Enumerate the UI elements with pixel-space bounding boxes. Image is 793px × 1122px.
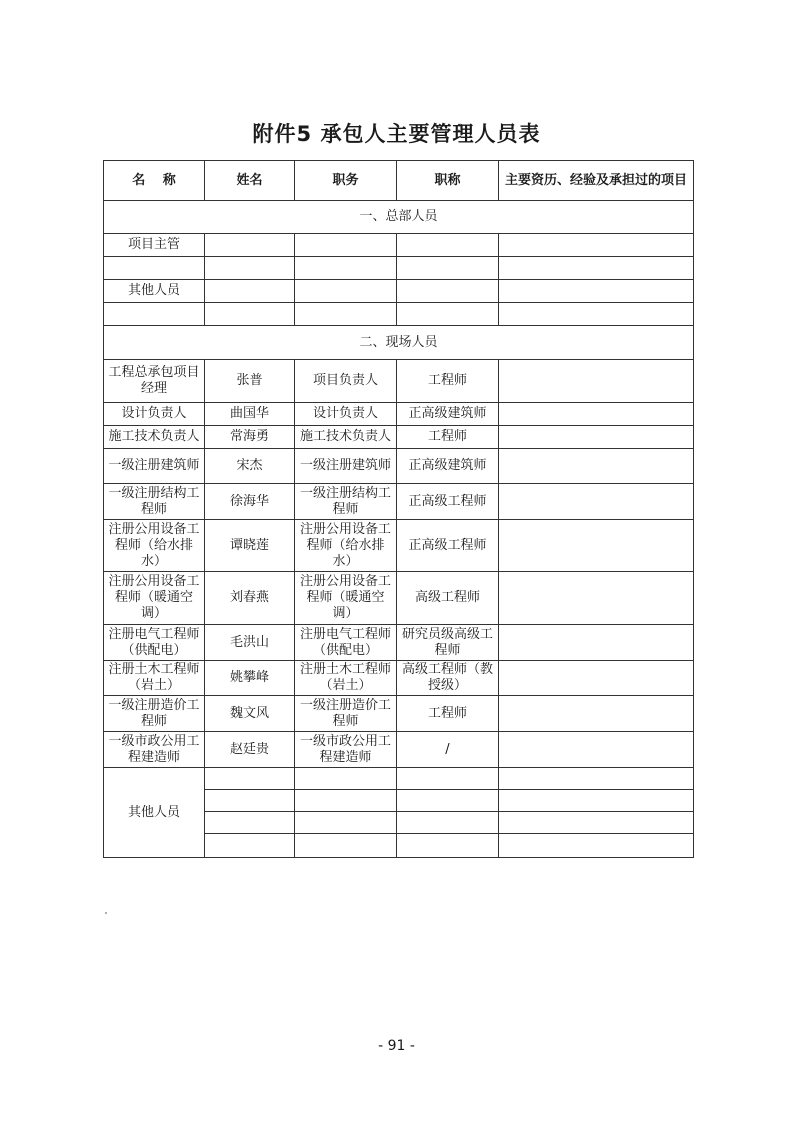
- site-row: [104, 661, 694, 696]
- title-cell: 正高级建筑师: [397, 449, 499, 484]
- hq-section-label: 一、总部人员: [104, 201, 694, 234]
- page-title: 附件5 承包人主要管理人员表: [252, 122, 541, 146]
- experience-cell: [499, 572, 694, 625]
- empty-cell: [295, 303, 397, 326]
- site-row: [104, 520, 694, 572]
- empty-cell: [499, 234, 694, 257]
- hq-manager-label: 项目主管: [104, 234, 205, 257]
- role-cell: 注册土木工程师（岩土）: [104, 661, 205, 696]
- empty-cell: [295, 790, 397, 812]
- experience-cell: [499, 696, 694, 732]
- empty-cell: [499, 812, 694, 834]
- role-cell: 一级市政公用工程建造师: [104, 732, 205, 768]
- person-cell: 谭晓莲: [205, 520, 295, 572]
- person-cell: 宋杰: [205, 449, 295, 484]
- role-cell: 一级注册结构工程师: [104, 484, 205, 520]
- empty-cell: [104, 257, 205, 280]
- empty-cell: [295, 234, 397, 257]
- experience-cell: [499, 484, 694, 520]
- header-name: 名 称: [104, 161, 205, 201]
- person-cell: 毛洪山: [205, 625, 295, 661]
- empty-cell: [499, 280, 694, 303]
- empty-cell: [499, 790, 694, 812]
- empty-cell: [499, 257, 694, 280]
- person-cell: 魏文风: [205, 696, 295, 732]
- header-title: 职称: [397, 161, 499, 201]
- person-cell: 张普: [205, 360, 295, 403]
- site-row: [104, 426, 694, 449]
- empty-cell: [295, 257, 397, 280]
- empty-cell: [499, 768, 694, 790]
- empty-cell: [205, 234, 295, 257]
- hq-manager-row: [104, 234, 694, 257]
- empty-cell: [295, 768, 397, 790]
- title-cell: 正高级工程师: [397, 484, 499, 520]
- empty-cell: [397, 234, 499, 257]
- position-cell: 注册土木工程师（岩土）: [295, 661, 397, 696]
- hq-others-label: 其他人员: [104, 280, 205, 303]
- empty-cell: [205, 303, 295, 326]
- title-cell: 高级工程师（教授级）: [397, 661, 499, 696]
- empty-cell: [205, 790, 295, 812]
- hq-section-row: [104, 201, 694, 234]
- title-cell: 正高级建筑师: [397, 403, 499, 426]
- site-row: [104, 625, 694, 661]
- experience-cell: [499, 403, 694, 426]
- header-experience: 主要资历、经验及承担过的项目: [499, 161, 694, 201]
- staff-table: [103, 160, 694, 858]
- role-cell: 施工技术负责人: [104, 426, 205, 449]
- empty-cell: [397, 303, 499, 326]
- person-cell: 徐海华: [205, 484, 295, 520]
- hq-others-row: [104, 280, 694, 303]
- position-cell: 设计负责人: [295, 403, 397, 426]
- position-cell: 一级市政公用工程建造师: [295, 732, 397, 768]
- site-section-label: 二、现场人员: [104, 326, 694, 360]
- empty-cell: [205, 812, 295, 834]
- site-section-row: [104, 326, 694, 360]
- role-cell: 注册公用设备工程师（给水排水）: [104, 520, 205, 572]
- empty-cell: [205, 768, 295, 790]
- title-cell: 研究员级高级工程师: [397, 625, 499, 661]
- hq-empty-row: [104, 303, 694, 326]
- experience-cell: [499, 625, 694, 661]
- empty-cell: [104, 303, 205, 326]
- empty-cell: [295, 812, 397, 834]
- position-cell: 注册电气工程师（供配电）: [295, 625, 397, 661]
- hq-empty-row: [104, 257, 694, 280]
- experience-cell: [499, 449, 694, 484]
- person-cell: 曲国华: [205, 403, 295, 426]
- empty-cell: [205, 834, 295, 858]
- empty-cell: [205, 280, 295, 303]
- experience-cell: [499, 520, 694, 572]
- position-cell: 一级注册结构工程师: [295, 484, 397, 520]
- role-cell: 注册公用设备工程师（暖通空调）: [104, 572, 205, 625]
- experience-cell: [499, 360, 694, 403]
- role-cell: 注册电气工程师（供配电）: [104, 625, 205, 661]
- empty-cell: [295, 834, 397, 858]
- title-cell: /: [397, 732, 499, 768]
- position-cell: 一级注册建筑师: [295, 449, 397, 484]
- title-cell: 工程师: [397, 426, 499, 449]
- header-person: 姓名: [205, 161, 295, 201]
- title-cell: 正高级工程师: [397, 520, 499, 572]
- position-cell: 一级注册造价工程师: [295, 696, 397, 732]
- site-row: [104, 484, 694, 520]
- person-cell: 姚攀峰: [205, 661, 295, 696]
- position-cell: 注册公用设备工程师（给水排水）: [295, 520, 397, 572]
- experience-cell: [499, 661, 694, 696]
- title-cell: 工程师: [397, 360, 499, 403]
- role-cell: 一级注册建筑师: [104, 449, 205, 484]
- empty-cell: [397, 257, 499, 280]
- empty-cell: [397, 834, 499, 858]
- site-row: [104, 572, 694, 625]
- title-cell: 高级工程师: [397, 572, 499, 625]
- site-row: [104, 360, 694, 403]
- position-cell: 项目负责人: [295, 360, 397, 403]
- empty-cell: [295, 280, 397, 303]
- site-row: [104, 696, 694, 732]
- site-others-row: [104, 768, 694, 790]
- empty-cell: [499, 834, 694, 858]
- site-row: [104, 403, 694, 426]
- site-row: [104, 449, 694, 484]
- position-cell: 施工技术负责人: [295, 426, 397, 449]
- experience-cell: [499, 426, 694, 449]
- empty-cell: [397, 280, 499, 303]
- header-row: [104, 161, 694, 201]
- role-cell: 工程总承包项目经理: [104, 360, 205, 403]
- site-others-label: 其他人员: [104, 768, 205, 858]
- position-cell: 注册公用设备工程师（暖通空调）: [295, 572, 397, 625]
- site-row: [104, 732, 694, 768]
- empty-cell: [397, 768, 499, 790]
- title-cell: 工程师: [397, 696, 499, 732]
- role-cell: 设计负责人: [104, 403, 205, 426]
- person-cell: 刘春燕: [205, 572, 295, 625]
- page-number: - 91 -: [378, 1038, 415, 1054]
- scan-speck: [105, 912, 107, 914]
- empty-cell: [205, 257, 295, 280]
- empty-cell: [397, 790, 499, 812]
- experience-cell: [499, 732, 694, 768]
- empty-cell: [499, 303, 694, 326]
- person-cell: 常海勇: [205, 426, 295, 449]
- role-cell: 一级注册造价工程师: [104, 696, 205, 732]
- empty-cell: [397, 812, 499, 834]
- header-position: 职务: [295, 161, 397, 201]
- person-cell: 赵廷贵: [205, 732, 295, 768]
